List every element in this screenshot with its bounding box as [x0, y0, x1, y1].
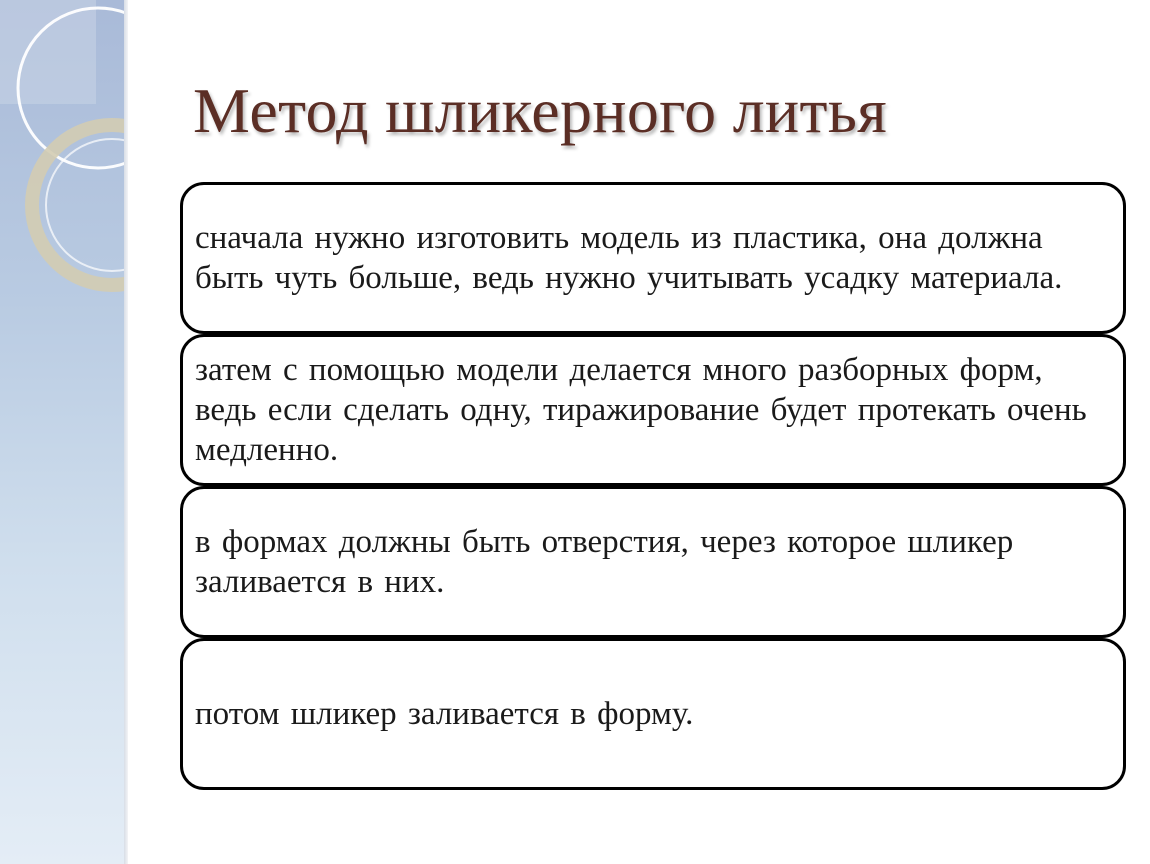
decorative-panel — [0, 0, 96, 104]
slide-title: Метод шликерного литья — [193, 75, 887, 146]
step-box-2 — [180, 334, 1126, 486]
step-text-2: затем с помощью модели делается много разборных форм, ведь если сделать одну, тиражирование будет протекать очень медленно. — [195, 352, 1087, 468]
step-box-3 — [180, 486, 1126, 638]
decorative-rings — [0, 0, 126, 864]
step-text-3: в формах должны быть отверстия, через которое шликер заливается в них. — [195, 524, 1014, 600]
step-box-1 — [180, 182, 1126, 334]
side-band-edge — [124, 0, 128, 864]
step-text-1: сначала нужно изготовить модель из пластика, она должна быть чуть больше, ведь нужно учитывать усадку материала. — [195, 220, 1063, 296]
step-text-4: потом шликер заливается в форму. — [195, 696, 694, 732]
step-box-4 — [180, 638, 1126, 790]
side-decoration-band — [0, 0, 126, 864]
